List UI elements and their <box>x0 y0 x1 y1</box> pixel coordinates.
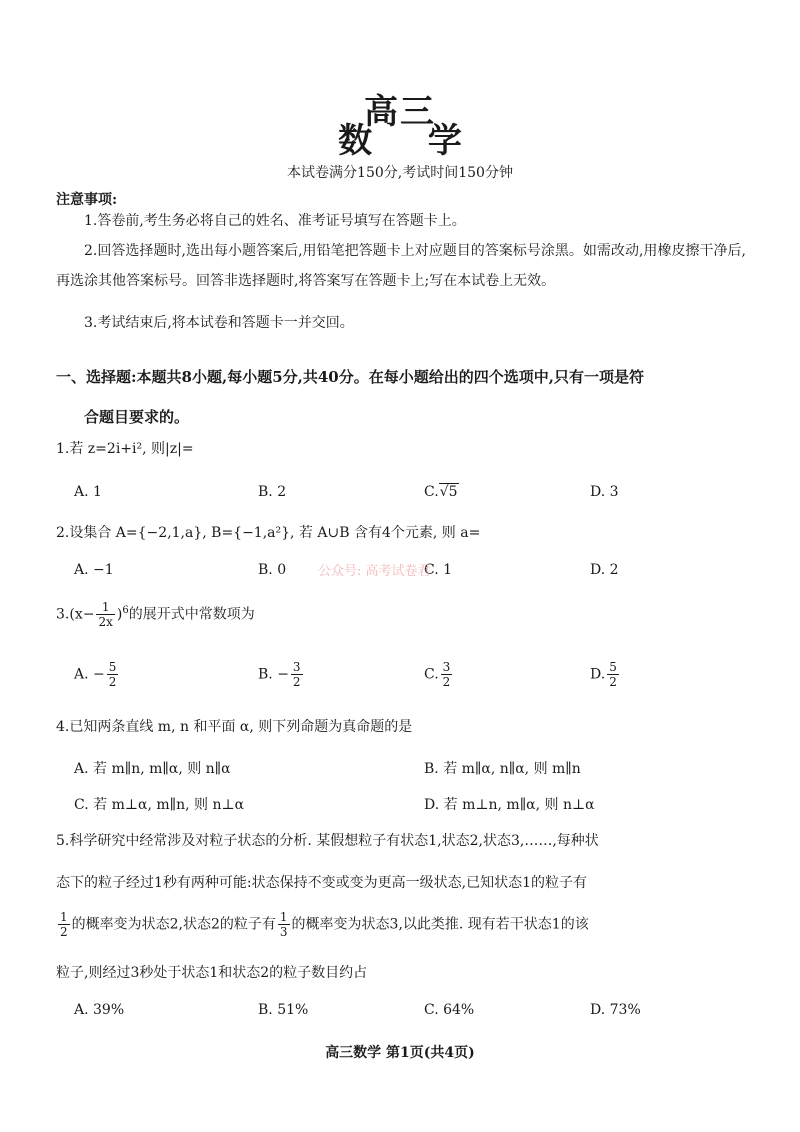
section-heading <box>56 357 746 437</box>
q1-option-c <box>424 484 459 500</box>
exam-info-subtitle: 本试卷满分150分,考试时间150分钟 <box>287 165 513 181</box>
watermark-text: 公众号: 高考试卷君 <box>318 564 431 579</box>
q5-option-c: C. 64% <box>424 1002 475 1018</box>
q3-option-b: B. − $\frac{3}{2}$ <box>258 660 301 689</box>
note-item-2: 2.回答选择题时,选出每小题答案后,用铅笔把答题卡上对应题目的答案标号涂黑。如需改动,用橡皮擦干净后,再选涂其他答案标号。回答非选择题时,将答案写在答题卡上;写在本试卷上无效。 <box>56 243 746 289</box>
q3-prefix: 3. <box>56 606 70 623</box>
q1-option-b: B. 2 <box>258 484 287 500</box>
q4-option-d: D. 若 m⊥n, m∥α, 则 n⊥α <box>424 797 595 813</box>
question-5-line3: $\frac{1}{2}$ 的概率变为状态2,状态2的粒子有 $\frac{1}{3}$ 的概率变为状态3,以此类推. 现有若干状态1的该 <box>60 910 589 939</box>
q1-option-d: D. 3 <box>590 484 619 500</box>
q2-option-c: C. 1 <box>424 562 453 578</box>
q5-option-a: A. 39% <box>74 1002 125 1018</box>
question-2-stem: 2.设集合 A={−2,1,a}, B={−1,a²}, 若 A∪B 含有4个元素, 则 a= <box>56 525 481 541</box>
q2-option-d: D. 2 <box>590 562 619 578</box>
exam-subject-title: 数 学 <box>338 121 484 161</box>
q3-suffix: 的展开式中常数项为 <box>128 606 255 623</box>
question-5-line4: 粒子,则经过3秒处于状态1和状态2的粒子数目约占 <box>56 965 368 981</box>
q1-option-c-value: √5 <box>439 484 458 500</box>
q3-exponent: 6 <box>122 604 129 616</box>
note-item-3: 3.考试结束后,将本试卷和答题卡一并交回。 <box>84 315 354 331</box>
q3-option-d: D. $\frac{5}{2}$ <box>590 660 617 689</box>
q3-option-c: C. $\frac{3}{2}$ <box>424 660 451 689</box>
q3-expr-right: ) <box>116 606 123 623</box>
notes-heading: 注意事项: <box>56 192 118 208</box>
q2-option-a: A. −1 <box>74 562 114 578</box>
q4-option-a: A. 若 m∥n, m∥α, 则 n∥α <box>74 761 231 777</box>
q3-option-a: A. − $\frac{5}{2}$ <box>74 660 117 689</box>
q1-option-a: A. 1 <box>74 484 102 500</box>
question-1-stem: 1.若 z=2i+i², 则|z|= <box>56 441 194 457</box>
q4-option-c: C. 若 m⊥α, m∥n, 则 n⊥α <box>74 797 245 813</box>
q5-option-b: B. 51% <box>258 1002 309 1018</box>
page-footer: 高三数学 第1页(共4页) <box>325 1045 475 1061</box>
question-5-line2: 态下的粒子经过1秒有两种可能:状态保持不变或变为更高一级状态,已知状态1的粒子有 <box>56 875 587 891</box>
q3-expr-fraction: $\frac{1}{2x}$ <box>98 600 113 629</box>
q4-option-b: B. 若 m∥α, n∥α, 则 m∥n <box>424 761 581 777</box>
note-item-1: 1.答卷前,考生务必将自己的姓名、准考证号填写在答题卡上。 <box>84 213 466 229</box>
question-5-line1: 5.科学研究中经常涉及对粒子状态的分析. 某假想粒子有状态1,状态2,状态3,……,每种状 <box>56 833 599 849</box>
q3-expr-left: (x− <box>69 606 95 623</box>
question-4-stem: 4.已知两条直线 m, n 和平面 α, 则下列命题为真命题的是 <box>56 719 413 735</box>
q2-option-b: B. 0 <box>258 562 287 578</box>
section-heading-line2: 合题目要求的。 <box>84 408 190 426</box>
question-3-stem <box>56 600 255 629</box>
q1-option-c-label: C. <box>424 484 439 500</box>
section-heading-line1: 一、选择题:本题共8小题,每小题5分,共40分。在每小题给出的四个选项中,只有一项是符 <box>56 368 644 386</box>
q5-option-d: D. 73% <box>590 1002 641 1018</box>
exam-grade-title: 高三 <box>364 92 436 132</box>
